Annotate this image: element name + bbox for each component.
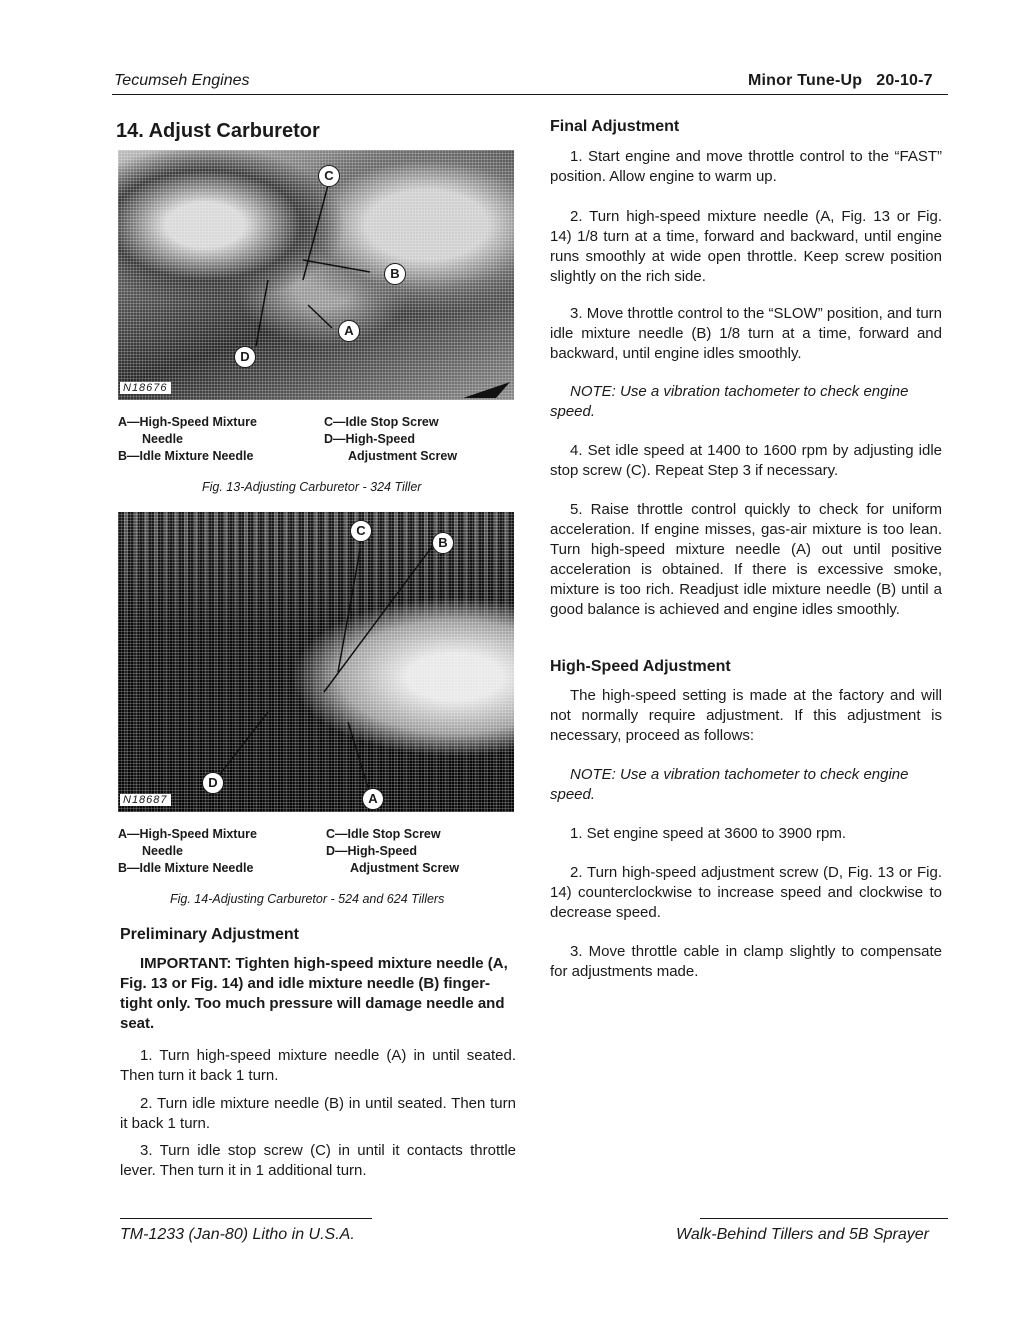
preliminary-step-2: 2. Turn idle mixture needle (B) in until seated. Then turn it back 1 turn.: [120, 1095, 516, 1132]
photo-negative-number: N18676: [120, 382, 171, 394]
final-heading: Final Adjustment: [550, 118, 680, 135]
legend-item-c: C—Idle Stop Screw: [326, 827, 441, 841]
callout-b-icon: B: [384, 263, 406, 285]
header-rule: [112, 94, 948, 95]
preliminary-heading: Preliminary Adjustment: [120, 926, 300, 943]
figure-13-leader-lines: [118, 150, 514, 400]
legend-item-a-cont: Needle: [142, 844, 183, 858]
legend-item-b: B—Idle Mixture Needle: [118, 861, 254, 875]
callout-d-icon: D: [202, 772, 224, 794]
figure-13-caption: Fig. 13-Adjusting Carburetor - 324 Tiller: [202, 480, 422, 494]
high-speed-step-3: 3. Move throttle cable in clamp slightly to compensate for adjustments made.: [550, 943, 942, 980]
figure-13-legend-right: [324, 414, 457, 465]
final-step-5: 5. Raise throttle control quickly to check for uniform acceleration. If engine misses, gas-air mixture is too lean. Turn high-speed mixture needle (A) out until positive acceleration is obtained. If there is excessive smoke, mixture is too rich. Readjust idle mixture needle (B) until a good balance is achieved and engine idles smoothly.: [550, 501, 942, 618]
legend-item-c: C—Idle Stop Screw: [324, 415, 439, 429]
figure-14-leader-lines: [118, 512, 514, 812]
figure-14-photo: [118, 512, 514, 812]
figure-13-legend-left: [118, 414, 257, 465]
final-step-2: 2. Turn high-speed mixture needle (A, Fig. 13 or Fig. 14) 1/8 turn at a time, forward and backward, until engine runs smoothly at wide open throttle. Keep screw position slightly on the rich side.: [550, 208, 942, 285]
high-speed-heading: High-Speed Adjustment: [550, 658, 731, 675]
figure-14-legend-right: [326, 826, 459, 877]
high-speed-step-1: 1. Set engine speed at 3600 to 3900 rpm.: [570, 825, 847, 842]
preliminary-step-1: 1. Turn high-speed mixture needle (A) in until seated. Then turn it back 1 turn.: [120, 1047, 516, 1084]
callout-d-icon: D: [234, 346, 256, 368]
footer-left: TM-1233 (Jan-80) Litho in U.S.A.: [120, 1226, 355, 1243]
callout-c-icon: C: [350, 520, 372, 542]
legend-item-d-cont: Adjustment Screw: [348, 449, 458, 463]
section-title: 14. Adjust Carburetor: [116, 120, 320, 142]
callout-c-icon: C: [318, 165, 340, 187]
running-header-left: Tecumseh Engines: [114, 72, 250, 89]
callout-a-icon: A: [362, 788, 384, 810]
figure-13-photo: [118, 150, 514, 400]
final-step-1: 1. Start engine and move throttle control to the “FAST” position. Allow engine to warm up.: [550, 148, 942, 185]
preliminary-step-3: 3. Turn idle stop screw (C) in until it contacts throttle lever. Then turn it in 1 additional turn.: [120, 1142, 516, 1179]
legend-item-a: A—High-Speed Mixture: [118, 415, 257, 429]
figure-14-caption: Fig. 14-Adjusting Carburetor - 524 and 624 Tillers: [170, 892, 445, 906]
running-header-right: Minor Tune-Up 20-10-7: [748, 72, 933, 89]
final-note: NOTE: Use a vibration tachometer to check engine speed.: [550, 383, 909, 420]
high-speed-step-2: 2. Turn high-speed adjustment screw (D, Fig. 13 or Fig. 14) counterclockwise to increase speed and clockwise to decrease speed.: [550, 864, 942, 921]
legend-item-a-cont: Needle: [142, 432, 183, 446]
footer-rule-left: [120, 1218, 372, 1219]
photo-negative-number: N18687: [120, 794, 171, 806]
figure-14-legend-left: [118, 826, 257, 877]
callout-a-icon: A: [338, 320, 360, 342]
high-speed-intro: The high-speed setting is made at the factory and will not normally require adjustment. If this adjustment is necessary, proceed as follows:: [550, 687, 942, 744]
legend-item-d: D—High-Speed: [326, 844, 417, 858]
final-step-3: 3. Move throttle control to the “SLOW” position, and turn idle mixture needle (B) 1/8 turn at a time, forward and backward, until engine idles smoothly.: [550, 305, 942, 362]
high-speed-note: NOTE: Use a vibration tachometer to check engine speed.: [550, 766, 909, 803]
footer-rule-right: [700, 1218, 948, 1219]
legend-item-b: B—Idle Mixture Needle: [118, 449, 254, 463]
legend-item-a: A—High-Speed Mixture: [118, 827, 257, 841]
final-step-4: 4. Set idle speed at 1400 to 1600 rpm by adjusting idle stop screw (C). Repeat Step 3 if necessary.: [550, 442, 942, 479]
footer-right: Walk-Behind Tillers and 5B Sprayer: [676, 1226, 930, 1243]
important-notice: IMPORTANT: Tighten high-speed mixture needle (A, Fig. 13 or Fig. 14) and idle mixture needle (B) finger-tight only. Too much pressure will damage needle and seat.: [120, 955, 508, 1032]
legend-item-d-cont: Adjustment Screw: [350, 861, 460, 875]
callout-b-icon: B: [432, 532, 454, 554]
legend-item-d: D—High-Speed: [324, 432, 415, 446]
